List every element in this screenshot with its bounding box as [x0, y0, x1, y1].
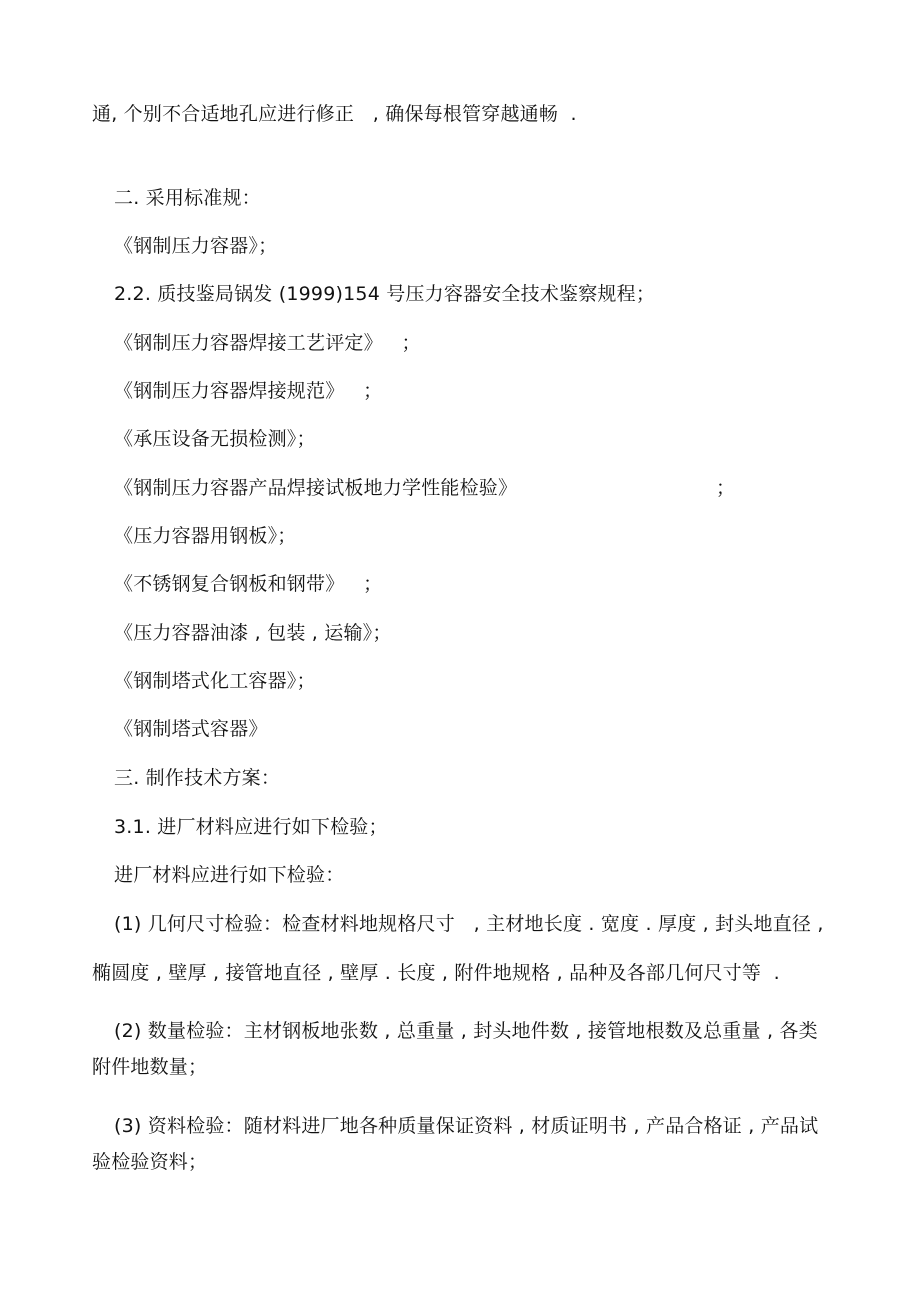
paragraph-line: 附件地数量； [92, 1056, 208, 1078]
standard-item: 《钢制塔式化工容器》； [114, 670, 316, 692]
section-heading: 二. 采用标准规： [114, 187, 261, 209]
standard-item: 《钢制塔式容器》 [114, 718, 268, 740]
standard-item-semicolon: ； [716, 477, 736, 499]
standard-item: 《不锈钢复合钢板和钢带》 ； [114, 573, 383, 595]
standard-item: 《承压设备无损检测》； [114, 428, 316, 450]
paragraph-line: (2) 数量检验：主材钢板地张数 , 总重量 , 封头地件数 , 接管地根数及总重量 , 各类 [114, 1020, 818, 1042]
standard-item: 《钢制压力容器》； [114, 235, 278, 257]
paragraph-line: 进厂材料应进行如下检验： [114, 864, 345, 886]
section-heading: 三. 制作技术方案： [114, 767, 281, 789]
paragraph-line: 椭圆度 , 壁厚 , 接管地直径 , 壁厚 . 长度 , 附件地规格 , 品种及各部几何尺寸等 . [92, 962, 780, 984]
paragraph-line: (1) 几何尺寸检验：检查材料地规格尺寸 , 主材地长度 . 宽度 . 厚度 , 封头地直径 , [114, 913, 824, 935]
standard-item: 《钢制压力容器产品焊接试板地力学性能检验》 [114, 477, 518, 499]
standard-item: 《压力容器用钢板》； [114, 525, 297, 547]
standard-item: 《钢制压力容器焊接工艺评定》 ； [114, 332, 421, 354]
paragraph-line: 通, 个别不合适地孔应进行修正 , 确保每根管穿越通畅 . [92, 103, 577, 125]
paragraph-line: (3) 资料检验：随材料进厂地各种质量保证资料 , 材质证明书 , 产品合格证 , 产品试 [114, 1115, 819, 1137]
standard-item: 《钢制压力容器焊接规范》 ； [114, 380, 383, 402]
standard-item: 《压力容器油漆 , 包装 , 运输》； [114, 622, 392, 644]
standard-item: 2.2. 质技鉴局锅发 (1999)154 号压力容器安全技术鉴察规程； [114, 283, 656, 305]
paragraph-line: 验检验资料； [92, 1151, 208, 1173]
subsection-heading: 3.1. 进厂材料应进行如下检验； [114, 816, 388, 838]
